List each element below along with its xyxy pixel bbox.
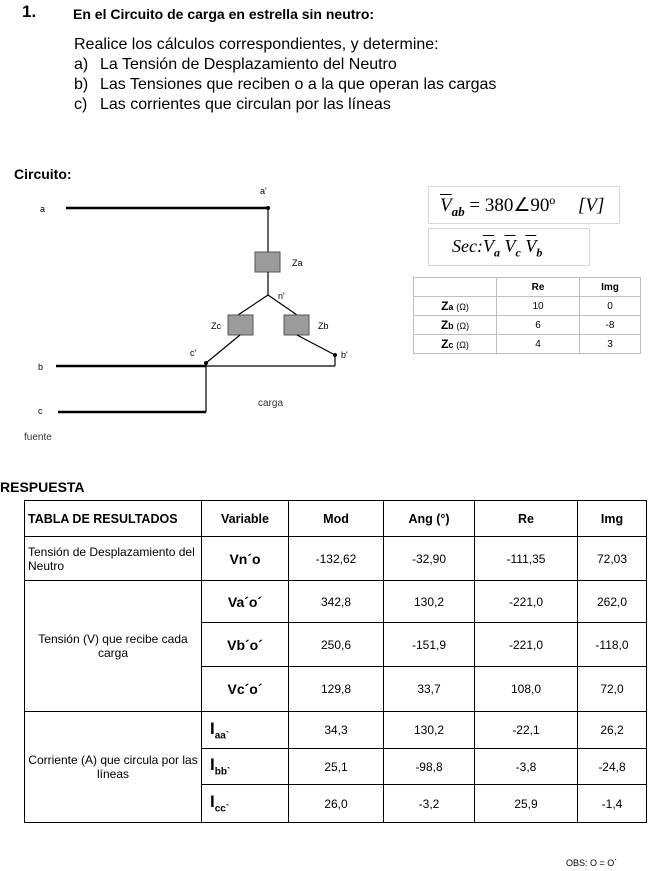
variable-cell: Vn´o (202, 537, 289, 581)
seq-v2: $\overline{V}$ (504, 236, 516, 256)
table-row (25, 537, 647, 581)
impedance-za (255, 252, 280, 272)
task-text: Las Tensiones que reciben o a la que operan las cargas (100, 76, 497, 93)
mod-cell: 26,0 (289, 785, 384, 823)
mod-cell: 250,6 (289, 623, 384, 667)
question-number: 1. (22, 2, 37, 21)
ang-cell: -32,90 (384, 537, 475, 581)
task-letter: b) (74, 76, 89, 93)
variable-cell: Vb´o´ (202, 623, 289, 667)
circuit-label: Circuito: (14, 166, 72, 182)
img-cell: 72,0 (578, 667, 647, 712)
variable-cell: $I_{bb`}$ (202, 749, 289, 785)
img-cell: -24,8 (578, 749, 647, 785)
header-cell: TABLA DE RESULTADOS (25, 501, 202, 537)
results-header-row (25, 501, 647, 537)
mod-cell: -132,62 (289, 537, 384, 581)
img-cell: 26,2 (578, 712, 647, 749)
seq-v1: $\overline{V}$ (482, 236, 494, 256)
task-intro: Realice los cálculos correspondientes, y determine: (74, 36, 439, 53)
node-a-label: a (40, 204, 46, 214)
impedance-label: Zc (Ω) (414, 335, 497, 354)
header-cell: Img (578, 501, 647, 537)
node-b-prime-label: b' (341, 350, 348, 360)
obs-note: OBS: O = O´ (566, 858, 618, 868)
group-label-voltage: Tensión (V) que recibe cada carga (25, 581, 202, 712)
circuit-diagram (0, 180, 400, 450)
header-cell: Mod (289, 501, 384, 537)
seq-v3: $\overline{V}$ (525, 236, 537, 256)
group-label-current: Corriente (A) que circula por las líneas (25, 712, 202, 823)
seq-v1-sub: a (493, 245, 500, 260)
mod-cell: 342,8 (289, 581, 384, 623)
table-row (25, 712, 647, 749)
impedance-table (413, 277, 641, 354)
sequence-prefix: Sec: (452, 236, 483, 256)
node-a-prime-label: a' (260, 186, 267, 196)
re-cell: -111,35 (475, 537, 578, 581)
impedance-zc (228, 315, 253, 335)
ang-cell: -3,2 (384, 785, 475, 823)
results-table (24, 500, 647, 823)
vab-unit: [V] (578, 195, 605, 216)
header-cell: Img (580, 278, 641, 297)
impedance-re: 4 (497, 335, 580, 354)
variable-cell: Vc´o´ (202, 667, 289, 712)
load-label: carga (258, 398, 284, 409)
task-text: Las corrientes que circulan por las líneas (100, 96, 391, 113)
zb-label: Zb (318, 321, 329, 331)
za-label: Za (292, 258, 303, 268)
seq-v2-sub: c (515, 245, 521, 260)
ang-cell: 130,2 (384, 581, 475, 623)
ang-cell: -98,8 (384, 749, 475, 785)
variable-cell: $I_{cc`}$ (202, 785, 289, 823)
task-item-a (74, 56, 397, 74)
re-cell: 108,0 (475, 667, 578, 712)
header-cell: Re (497, 278, 580, 297)
wire-zb-b (297, 335, 335, 355)
vab-symbol: $\overline{V}$ (440, 195, 452, 216)
task-text: La Tensión de Desplazamiento del Neutro (100, 56, 397, 73)
re-cell: 25,9 (475, 785, 578, 823)
zc-label: Zc (211, 321, 221, 331)
impedance-re: 10 (497, 297, 580, 316)
impedance-label: Zb (Ω) (414, 316, 497, 335)
impedance-table-header (414, 278, 641, 297)
mod-cell: 129,8 (289, 667, 384, 712)
header-cell: Ang (°) (384, 501, 475, 537)
img-cell: -118,0 (578, 623, 647, 667)
re-cell: -22,1 (475, 712, 578, 749)
impedance-label: Za (Ω) (414, 297, 497, 316)
wire-n-zc (238, 295, 268, 315)
impedance-img: -8 (580, 316, 641, 335)
task-letter: c) (74, 96, 88, 113)
impedance-img: 0 (580, 297, 641, 316)
task-item-c (74, 96, 391, 114)
impedance-img: 3 (580, 335, 641, 354)
header-cell: Re (475, 501, 578, 537)
task-letter: a) (74, 56, 89, 73)
vab-value: = 380∠90º (469, 195, 556, 216)
question-title: En el Circuito de carga en estrella sin neutro: (73, 6, 375, 22)
ang-cell: 33,7 (384, 667, 475, 712)
node-n-prime-label: n' (278, 291, 285, 301)
node-c-prime-label: c' (190, 348, 197, 358)
group-label-neutral: Tensión de Desplazamiento del Neutro (25, 537, 202, 581)
re-cell: -3,8 (475, 749, 578, 785)
ang-cell: -151,9 (384, 623, 475, 667)
ang-cell: 130,2 (384, 712, 475, 749)
mod-cell: 34,3 (289, 712, 384, 749)
sequence-formula (452, 236, 542, 261)
mod-cell: 25,1 (289, 749, 384, 785)
img-cell: 262,0 (578, 581, 647, 623)
header-cell (414, 278, 497, 297)
node-b-label: b (38, 362, 44, 372)
vab-sub: ab (451, 203, 465, 219)
img-cell: -1,4 (578, 785, 647, 823)
source-label: fuente (24, 432, 52, 443)
impedance-row (414, 316, 641, 335)
impedance-row (414, 297, 641, 316)
re-cell: -221,0 (475, 623, 578, 667)
vab-formula (440, 194, 604, 220)
impedance-re: 6 (497, 316, 580, 335)
response-label: RESPUESTA (0, 479, 85, 495)
impedance-zb (284, 315, 309, 335)
node-c-label: c (38, 406, 43, 416)
variable-cell: Va´o´ (202, 581, 289, 623)
seq-v3-sub: b (536, 245, 543, 260)
table-row (25, 581, 647, 623)
variable-cell: $I_{aa`}$ (202, 712, 289, 749)
wire-zc-c (206, 335, 240, 363)
header-cell: Variable (202, 501, 289, 537)
task-item-b (74, 76, 496, 94)
impedance-row (414, 335, 641, 354)
img-cell: 72,03 (578, 537, 647, 581)
re-cell: -221,0 (475, 581, 578, 623)
